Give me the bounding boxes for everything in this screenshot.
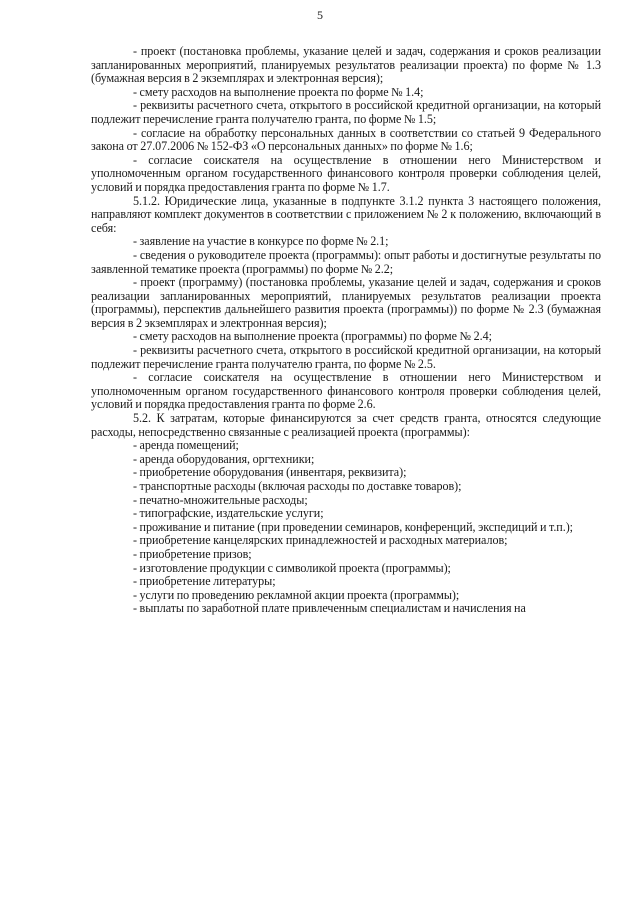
paragraph: - смету расходов на выполнение проекта (программы) по форме № 2.4; <box>133 329 492 344</box>
document-body <box>91 45 601 616</box>
paragraph: - проект (программу) (постановка проблемы, указание целей и задач, содержания и сроков реализации запланированных мероприятий, планируемых результатов реализации проекта (программы), перспектив дальнейшего развития проекта (программы)) по форме № 2.3 (бумажная версия в 2 экземплярах и электронная версия); <box>91 275 601 330</box>
paragraph: - заявление на участие в конкурсе по форме № 2.1; <box>133 234 389 249</box>
paragraph: - реквизиты расчетного счета, открытого в российской кредитной организации, на который подлежит перечисление гранта получателю гранта, по форме № 1.5; <box>91 98 601 126</box>
paragraph: - приобретение призов; <box>133 546 252 561</box>
paragraph: 5.1.2. Юридические лица, указанные в подпункте 3.1.2 пункта 3 настоящего положения, направляют комплект документов в соответствии с приложением № 2 к положению, включающий в себя: <box>91 193 601 235</box>
paragraph: - согласие на обработку персональных данных в соответствии со статьей 9 Федерального закона от 27.07.2006 № 152-ФЗ «О персональных данных» по форме № 1.6; <box>91 125 601 154</box>
paragraph: - выплаты по заработной плате привлеченным специалистам и начисления на <box>133 601 526 616</box>
paragraph: - реквизиты расчетного счета, открытого в российской кредитной организации, на который подлежит перечисление гранта получателю гранта, по форме № 2.5. <box>91 343 601 371</box>
paragraph: - услуги по проведению рекламной акции проекта (программы); <box>133 587 460 602</box>
paragraph: - аренда оборудования, оргтехники; <box>133 451 315 466</box>
paragraph: - изготовление продукции с символикой проекта (программы); <box>133 560 451 575</box>
paragraph: - аренда помещений; <box>133 438 239 453</box>
paragraph: - типографские, издательские услуги; <box>133 506 324 521</box>
paragraph: - смету расходов на выполнение проекта по форме № 1.4; <box>133 84 424 99</box>
paragraph: - проживание и питание (при проведении семинаров, конференций, экспедиций и т.п.); <box>133 519 573 534</box>
paragraph: - сведения о руководителе проекта (программы): опыт работы и достигнутые результаты по заявленной тематике проекта (программы) по форме № 2.2; <box>91 247 601 276</box>
paragraph: - транспортные расходы (включая расходы по доставке товаров); <box>133 479 462 493</box>
paragraph: 5.2. К затратам, которые финансируются за счет средств гранта, относятся следующие расходы, непосредственно связанные с реализацией проекта (программы): <box>91 411 601 439</box>
paragraph: - проект (постановка проблемы, указание целей и задач, содержания и сроков реализации запланированных мероприятий, планируемых результатов реализации проекта) по форме № 1.3 (бумажная версия в 2 экземплярах и электронная версия); <box>91 44 601 86</box>
paragraph: - печатно-множительные расходы; <box>133 492 308 507</box>
paragraph: - согласие соискателя на осуществление в отношении него Министерством и уполномоченным органом государственного финансового контроля проверки соблюдения целей, условий и порядка предоставления гранта по форме 2.6. <box>91 370 601 412</box>
paragraph: - приобретение литературы; <box>133 574 276 589</box>
paragraph: - согласие соискателя на осуществление в отношении него Министерством и уполномоченным органом государственного финансового контроля проверки соблюдения целей, условий и порядка предоставления гранта по форме № 1.7. <box>91 152 601 194</box>
page-number: 5 <box>317 8 323 22</box>
paragraph: - приобретение оборудования (инвентаря, реквизита); <box>133 465 407 480</box>
paragraph: - приобретение канцелярских принадлежностей и расходных материалов; <box>133 533 508 548</box>
